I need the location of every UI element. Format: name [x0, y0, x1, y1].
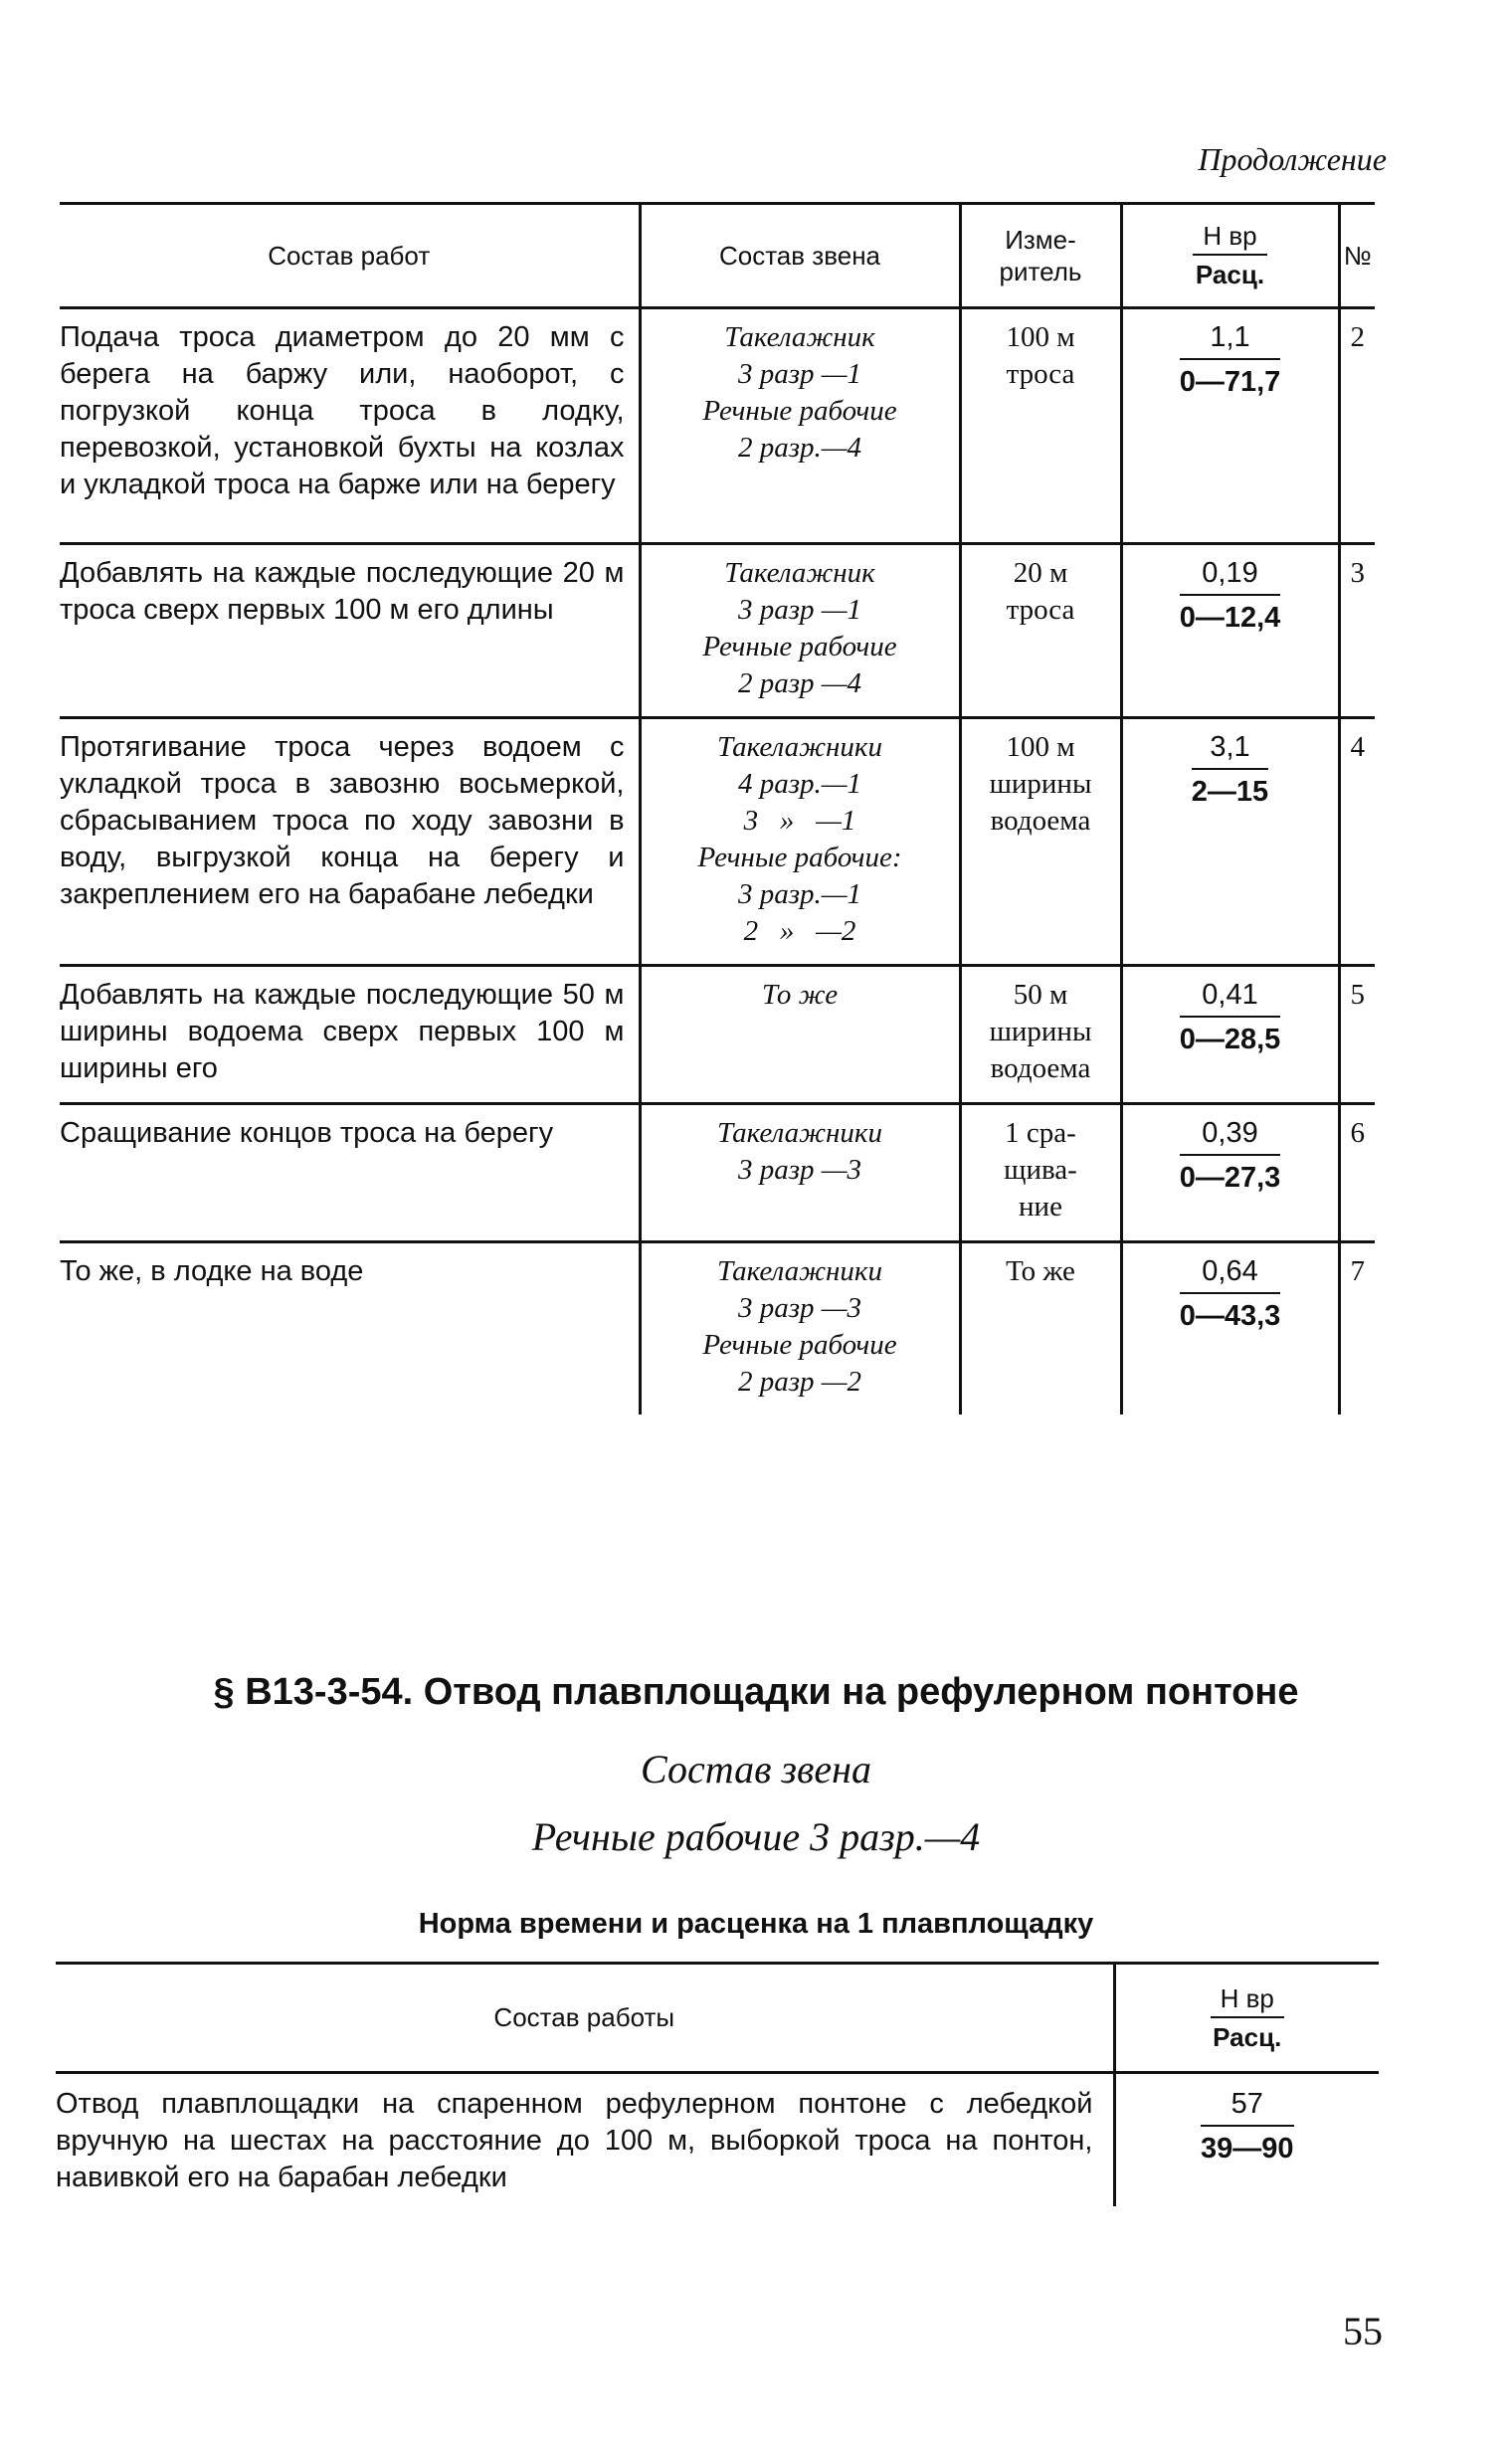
rate-value: 0—28,5 [1179, 1024, 1281, 1055]
table-row [60, 544, 1375, 718]
section-rate-value: 39—90 [1200, 2133, 1294, 2165]
table-header-row [60, 204, 1375, 308]
crew-heading: Состав звена [640, 1747, 871, 1791]
row-number: 2 [1339, 308, 1375, 544]
meter-cell: 50 м ширины водоема [960, 966, 1121, 1104]
section-header-norm-fraction [1211, 1983, 1284, 2053]
norm-cell [1121, 308, 1339, 544]
section-norm-fraction [1201, 2086, 1294, 2167]
meter-cell: 100 м троса [960, 308, 1121, 544]
table-row [60, 308, 1375, 544]
crew-cell: Такелажники 4 разр.—1 3 » —1 Речные рабочие: 3 разр.—1 2 » —2 [640, 718, 960, 966]
row-number: 3 [1339, 544, 1375, 718]
section-norm-table [56, 1962, 1379, 2206]
meter-cell: 20 м троса [960, 544, 1121, 718]
section-header-norm-bottom: Расц. [1213, 2021, 1282, 2052]
meter-cell: То же [960, 1242, 1121, 1415]
row-number: 7 [1339, 1242, 1375, 1415]
crew-line: Речные рабочие 3 разр.—4 [531, 1814, 981, 1859]
section-header-norm-top: Н вр [1211, 1983, 1284, 2018]
table-row [56, 2073, 1379, 2207]
norm-value: 1,1 [1180, 319, 1281, 360]
section-work-cell: Отвод плавплощадки на спаренном рефулерном понтоне с лебедкой вручную на шестах на расстояние до 100 м, выборкой троса на понтон, навивкой его на барабан лебедки [56, 2088, 1093, 2193]
norm-fraction [1180, 977, 1281, 1058]
crew-cell: Такелажники 3 разр —3 Речные рабочие 2 разр —2 [640, 1242, 960, 1415]
row-number: 5 [1339, 966, 1375, 1104]
work-cell: Сращивание концов троса на берегу [60, 1104, 640, 1242]
header-work: Состав работ [60, 204, 640, 308]
norm-cell [1121, 966, 1339, 1104]
norm-cell [1121, 1104, 1339, 1242]
section-norm-value: 57 [1201, 2086, 1294, 2127]
norm-fraction [1192, 729, 1268, 811]
norm-fraction [1180, 1253, 1281, 1335]
table-row [60, 1104, 1375, 1242]
meter-cell: 100 м ширины водоема [960, 718, 1121, 966]
norm-value: 0,39 [1180, 1115, 1281, 1156]
rate-value: 0—12,4 [1179, 602, 1281, 634]
table-row [60, 718, 1375, 966]
rate-value: 0—71,7 [1179, 366, 1281, 398]
table-row [60, 966, 1375, 1104]
rate-value: 0—27,3 [1179, 1162, 1281, 1194]
header-num: № [1339, 204, 1375, 308]
norm-cell [1121, 1242, 1339, 1415]
header-norm-top: Н вр [1193, 221, 1266, 256]
rate-value: 2—15 [1191, 776, 1269, 808]
norm-value: 0,19 [1180, 555, 1281, 596]
crew-cell: Такелажник 3 разр —1 Речные рабочие 2 разр.—4 [640, 308, 960, 544]
section-header-norm [1114, 1964, 1379, 2073]
work-cell: Добавлять на каждые последующие 20 м троса сверх первых 100 м его длины [60, 544, 640, 718]
crew-cell: Такелажники 3 разр —3 [640, 1104, 960, 1242]
rate-value: 0—43,3 [1179, 1300, 1281, 1332]
norm-fraction [1180, 1115, 1281, 1197]
crew-cell: Такелажник 3 разр —1 Речные рабочие 2 разр —4 [640, 544, 960, 718]
row-number: 4 [1339, 718, 1375, 966]
continuation-label: Продолжение [1198, 141, 1387, 177]
norms-table [60, 202, 1375, 1414]
header-norm-fraction [1193, 221, 1266, 290]
table-row [60, 1242, 1375, 1415]
header-norm [1121, 204, 1339, 308]
section-header-work: Состав работы [56, 1964, 1114, 2073]
page-number: 55 [1343, 2309, 1383, 2354]
row-number: 6 [1339, 1104, 1375, 1242]
norm-fraction [1180, 319, 1281, 401]
work-cell: То же, в лодке на воде [60, 1255, 364, 1287]
header-crew: Состав звена [640, 204, 960, 308]
header-meter: Изме- ритель [960, 204, 1121, 308]
section-table-header-row [56, 1964, 1379, 2073]
section-norm-cell [1114, 2073, 1379, 2207]
crew-cell: То же [640, 966, 960, 1104]
header-norm-bottom: Расц. [1195, 260, 1265, 289]
meter-cell: 1 сра- щива- ние [960, 1104, 1121, 1242]
norm-cell [1121, 718, 1339, 966]
work-cell: Подача троса диаметром до 20 мм с берега на баржу или, наоборот, с погрузкой конца троса в лодку, перевозкой, установкой бухты на козлах и укладкой троса на барже или на берегу [60, 308, 640, 544]
norm-caption: Норма времени и расценка на 1 плавплощадку [418, 1908, 1094, 1940]
norm-value: 0,64 [1180, 1253, 1281, 1294]
norm-value: 0,41 [1180, 977, 1281, 1018]
section-title: § В13-3-54. Отвод плавплощадки на рефулерном понтоне [213, 1671, 1299, 1713]
work-cell: Добавлять на каждые последующие 50 м ширины водоема сверх первых 100 м ширины его [60, 966, 640, 1104]
work-cell: Протягивание троса через водоем с укладкой троса в завозню восьмеркой, сбрасыванием троса по ходу завозни в воду, выгрузкой конца на берегу и закреплением его на барабане лебедки [60, 718, 640, 966]
norm-fraction [1180, 555, 1281, 637]
norm-cell [1121, 544, 1339, 718]
norm-value: 3,1 [1192, 729, 1268, 770]
